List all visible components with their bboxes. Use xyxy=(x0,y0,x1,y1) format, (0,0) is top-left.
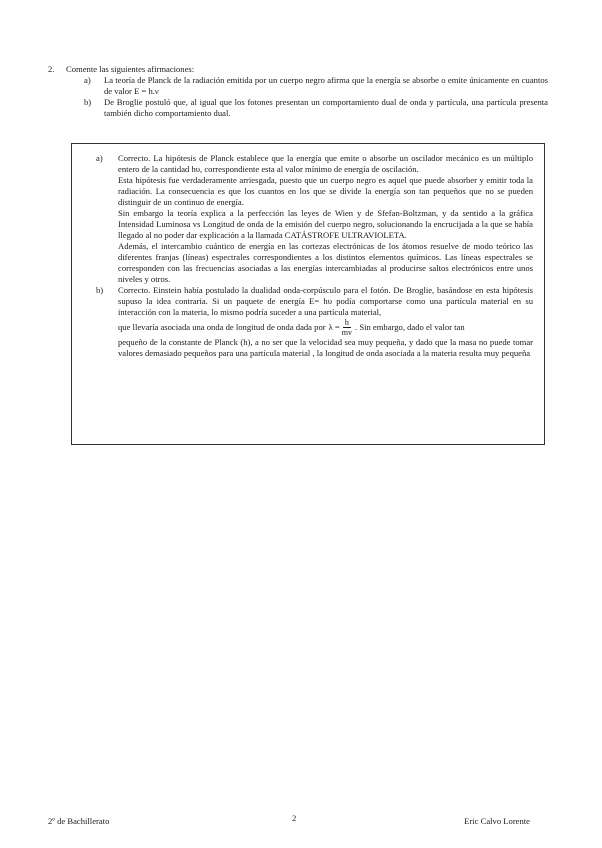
answer-text xyxy=(118,153,533,285)
page-number: 2 xyxy=(292,813,297,823)
answer-box xyxy=(71,143,545,445)
question-items xyxy=(84,75,548,119)
answer-item-a xyxy=(96,153,533,285)
answer-paragraph: Correcto. La hipótesis de Planck establece que la energía que emite o absorbe un oscilador mecánico es un múltiplo entero de la cantidad hυ, correspondiente esta al valor mínimo de energía de oscilación. xyxy=(118,153,533,174)
formula-trail-text: . Sin embargo, dado el valor tan xyxy=(355,322,465,332)
question-header xyxy=(48,64,548,75)
item-text: La teoría de Planck de la radiación emitida por un cuerpo negro afirma que la energía se absorbe o emite únicamente en cuantos de valor E = h.ν xyxy=(104,75,548,96)
formula-lead-text: que llevaría asociada una onda de longitud de onda dada por xyxy=(118,322,326,332)
answer-content xyxy=(96,153,533,359)
answer-paragraph: Correcto. Einstein había postulado la dualidad onda-corpúsculo para el fotón. De Broglie, basándose en esta hipótesis supuso la idea contraria. Si un paquete de energía E= hυ podía comportarse como una partícula material en su interacción con la materia, lo mismo podría suceder a una partícula material, xyxy=(118,285,533,317)
answer-text xyxy=(118,285,533,359)
formula-line xyxy=(118,318,533,337)
footer-course: 2º de Bachillerato xyxy=(48,816,110,826)
question-prompt: Comente las siguientes afirmaciones: xyxy=(66,64,195,74)
question-item-b xyxy=(84,97,548,119)
answer-label: b) xyxy=(96,285,104,295)
item-text: De Broglie postuló que, al igual que los fotones presentan un comportamiento dual de onda y partícula, una partícula presenta también dicho comportamiento dual. xyxy=(104,97,548,118)
answer-label: a) xyxy=(96,153,103,163)
answer-paragraph: Esta hipótesis fue verdaderamente arriesgada, puesto que un cuerpo negro es aquel que puede absorber y emitir toda la radiación. La consecuencia es que los cuantos en los que se divide la energía son tan pequeños que no se pueden distinguir de un continuo de energía. xyxy=(118,175,533,207)
footer-author: Eric Calvo Lorente xyxy=(464,816,530,826)
formula-lhs: λ = xyxy=(328,322,340,332)
answer-item-b xyxy=(96,285,533,359)
question-item-a xyxy=(84,75,548,97)
question-block xyxy=(48,64,548,119)
de-broglie-formula xyxy=(329,318,352,337)
item-label: b) xyxy=(84,97,92,107)
answer-paragraph: Sin embargo la teoría explica a la perfección las leyes de Wien y de Sfefan-Boltzman, y da sentido a la gráfica Intensidad Luminosa vs Longitud de onda de la emisión del cuerpo negro, solucionando la encrucijada a la que se había llegado al no poder dar explicación a la llamada CATÁSTROFE ULTRAVIOLETA. xyxy=(118,208,533,240)
answer-paragraph: pequeño de la constante de Planck (h), a no ser que la velocidad sea muy pequeña, y dado que la masa no puede tomar valores demasiado pequeños para una partícula material , la longitud de onda asociada a la materia resulta muy pequeña xyxy=(118,337,533,358)
item-label: a) xyxy=(84,75,91,85)
formula-denominator: mv xyxy=(341,328,353,337)
formula-numerator: h xyxy=(344,318,349,327)
answer-paragraph: Además, el intercambio cuántico de energía en las cortezas electrónicas de los átomos resuelve de modo teórico las diferentes franjas (líneas) espectrales correspondientes a los distintos elementos químicos. Las líneas espectrales se corresponden con las frecuencias asociadas a las energías intercambiadas al producirse saltos electrónicos entre unos niveles y otros. xyxy=(118,241,533,284)
question-number: 2. xyxy=(48,64,55,74)
formula-fraction xyxy=(342,318,352,337)
